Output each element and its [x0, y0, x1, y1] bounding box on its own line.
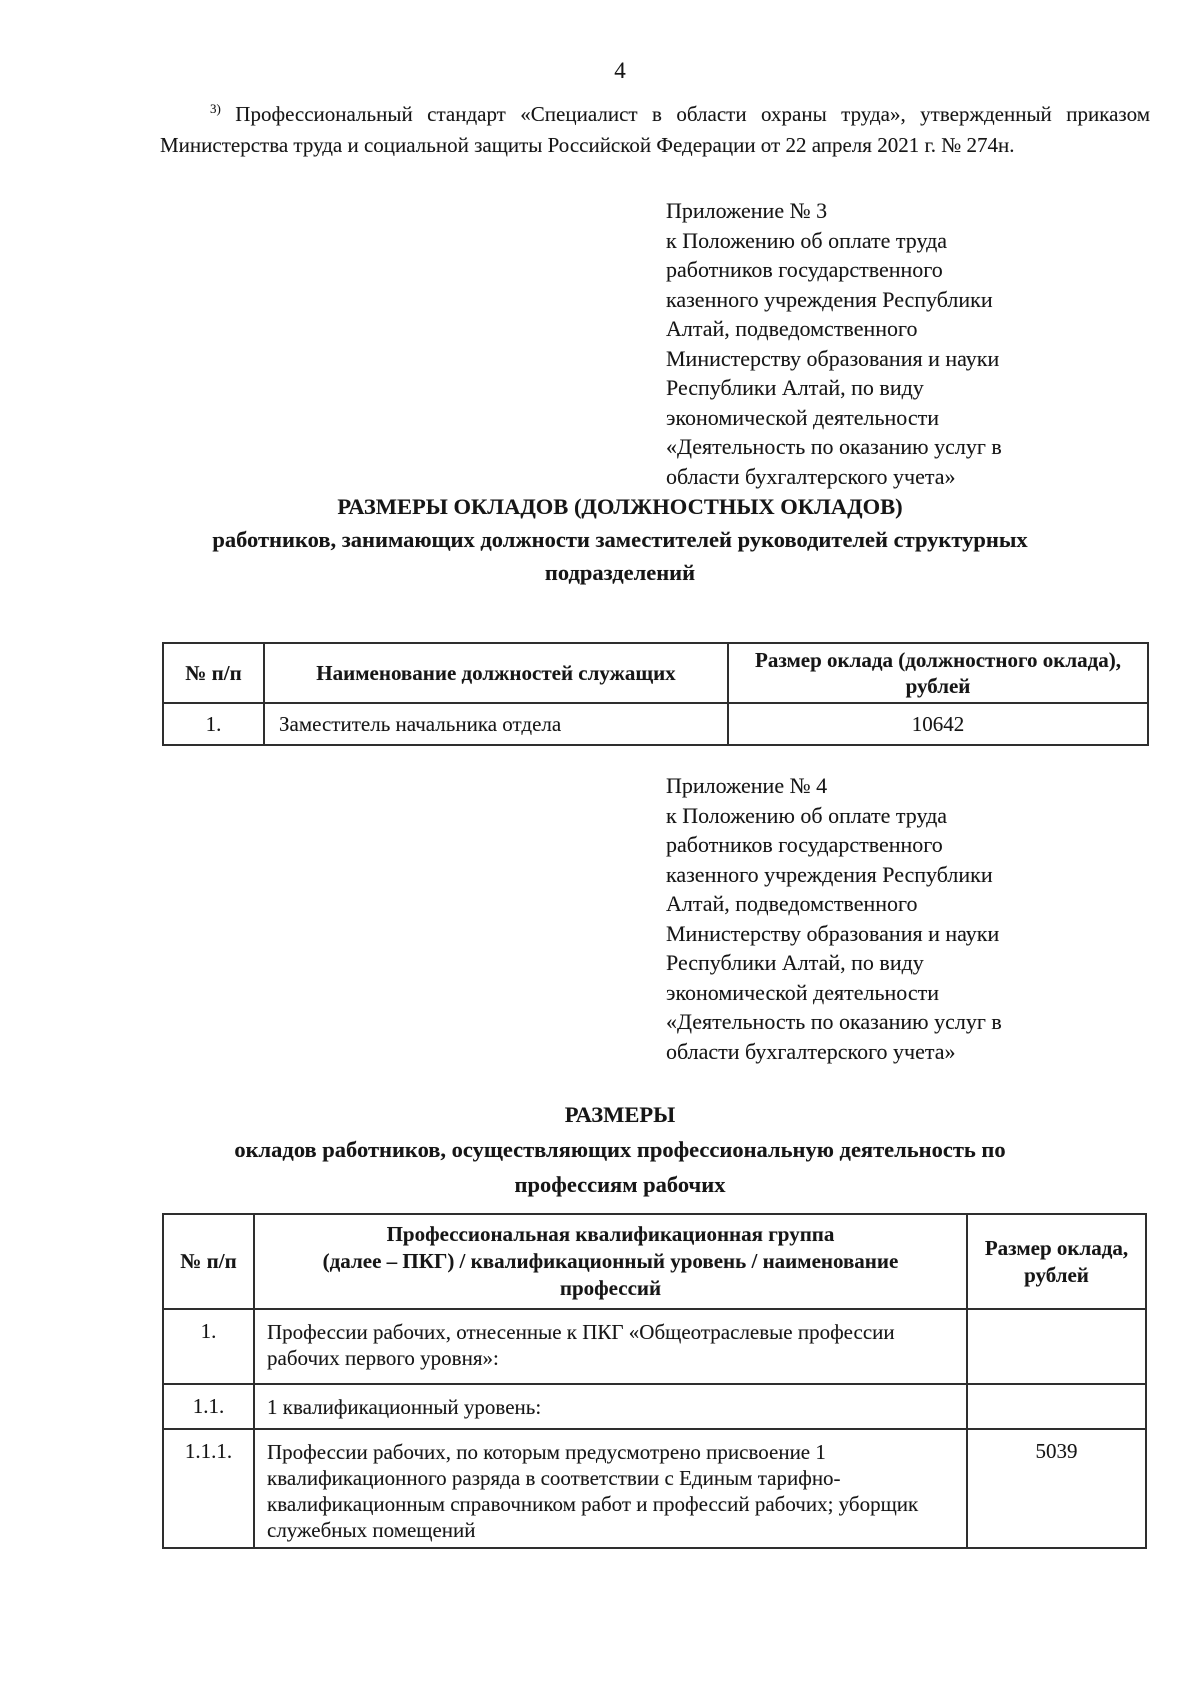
col-header-qualification-group: Профессиональная квалификационная группа (далее – ПКГ) / квалификационный уровень / наименование профессий [254, 1214, 967, 1309]
position-name-cell: Заместитель начальника отдела [264, 703, 728, 745]
page-number: 4 [614, 58, 626, 83]
table-row [163, 1384, 1146, 1429]
row-number-cell: 1. [163, 703, 264, 745]
section-2-title: РАЗМЕРЫ окладов работников, осуществляющих профессиональную деятельность по профессиям рабочих [234, 1102, 1006, 1197]
row-number-cell: 1. [163, 1309, 254, 1384]
table-header-row [163, 1214, 1146, 1309]
row-number-cell: 1.1.1. [163, 1429, 254, 1548]
qualification-group-cell: Профессии рабочих, отнесенные к ПКГ «Общеотраслевые профессии рабочих первого уровня»: [254, 1309, 967, 1384]
table-row [163, 703, 1148, 745]
appendix-3-block: Приложение № 3 к Положению об оплате труда работников государственного казенного учреждения Республики Алтай, подведомственного Министерству образования и науки Республики Алтай, по виду экономической деятельности «Деятельность по оказанию услуг в области бухгалтерского учета» [666, 198, 1002, 489]
table-header-row [163, 643, 1148, 703]
salary-value-cell: 5039 [967, 1429, 1146, 1548]
col-header-num: № п/п [163, 1214, 254, 1309]
col-header-position-name: Наименование должностей служащих [264, 643, 728, 703]
salary-value-cell: 10642 [728, 703, 1148, 745]
table-row [163, 1429, 1146, 1548]
salary-value-cell [967, 1309, 1146, 1384]
col-header-salary: Размер оклада, рублей [967, 1214, 1146, 1309]
row-number-cell: 1.1. [163, 1384, 254, 1429]
salary-value-cell [967, 1384, 1146, 1429]
footnote-text: Профессиональный стандарт «Специалист в области охраны труда», утвержденный приказом Министерства труда и социальной защиты Российской Федерации от 22 апреля 2021 г. № 274н. [160, 102, 1150, 157]
section-1-title: РАЗМЕРЫ ОКЛАДОВ (ДОЛЖНОСТНЫХ ОКЛАДОВ) работников, занимающих должности заместителей руководителей структурных подразделений [212, 494, 1028, 585]
qualification-group-cell: Профессии рабочих, по которым предусмотрено присвоение 1 квалификационного разряда в соответствии с Единым тарифно-квалификационным справочником работ и профессий рабочих; уборщик служебных помещений [254, 1429, 967, 1548]
salary-table-workers [162, 1213, 1147, 1549]
qualification-group-cell: 1 квалификационный уровень: [254, 1384, 967, 1429]
col-header-num: № п/п [163, 643, 264, 703]
col-header-salary: Размер оклада (должностного оклада), рублей [728, 643, 1148, 703]
footnote [160, 99, 1150, 161]
table-row [163, 1309, 1146, 1384]
footnote-marker: 3) [210, 101, 221, 116]
salary-table-deputies [162, 642, 1149, 746]
appendix-4-block: Приложение № 4 к Положению об оплате труда работников государственного казенного учреждения Республики Алтай, подведомственного Министерству образования и науки Республики Алтай, по виду экономической деятельности «Деятельность по оказанию услуг в области бухгалтерского учета» [666, 773, 1002, 1064]
